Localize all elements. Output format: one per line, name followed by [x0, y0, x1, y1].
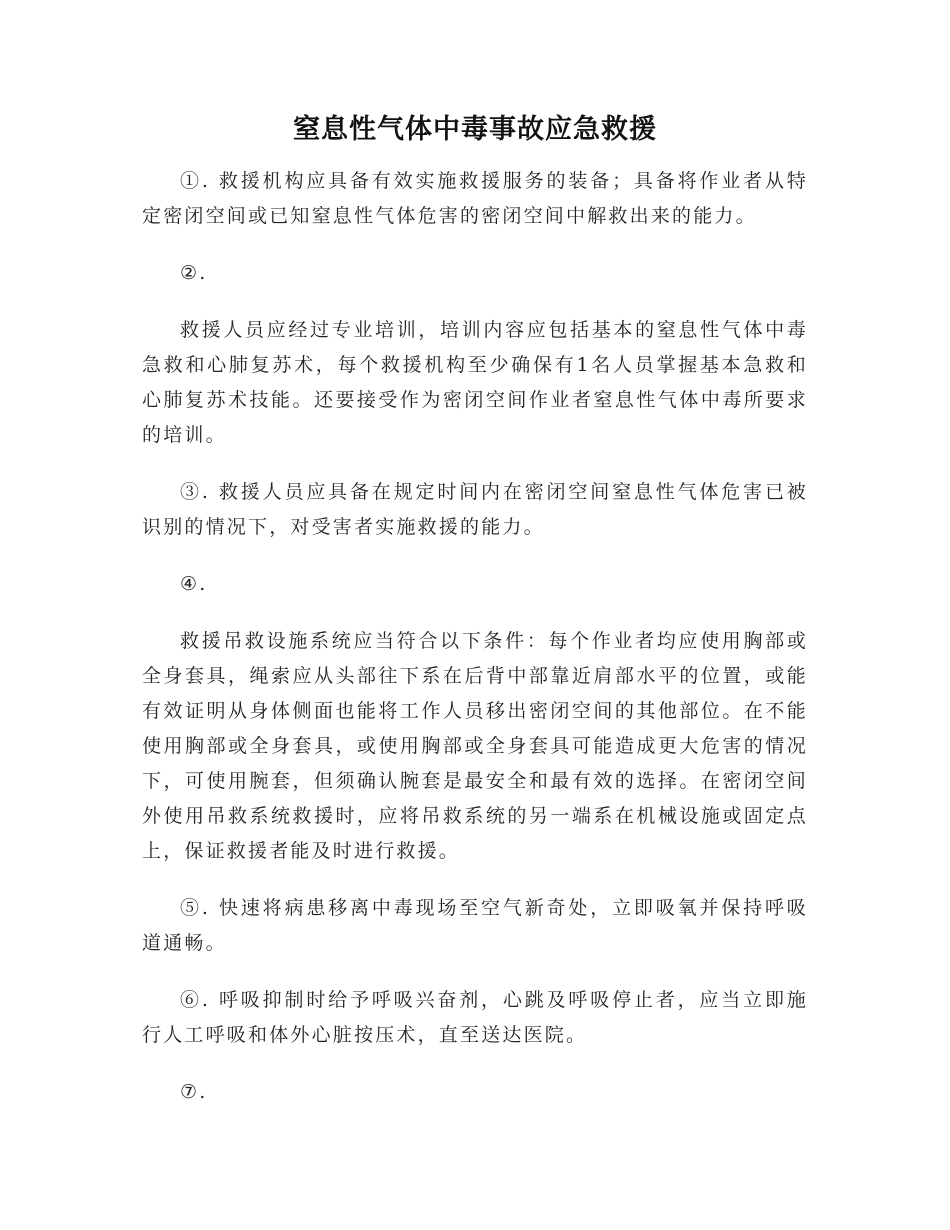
paragraph-6: ⑥. 呼吸抑制时给予呼吸兴奋剂，心跳及呼吸停止者，应当立即施行人工呼吸和体外心脏按压术，直至送达医院。	[142, 989, 808, 1046]
paragraph-4-marker: ④.	[180, 573, 208, 595]
paragraph-7-marker: ⑦.	[180, 1081, 208, 1103]
paragraph-2: 救援人员应经过专业培训，培训内容应包括基本的窒息性气体中毒急救和心肺复苏术，每个救援机构至少确保有1名人员掌握基本急救和心肺复苏术技能。还要接受作为密闭空间作业者窒息性气体中毒所要求的培训。	[142, 319, 808, 446]
page-title: 窒息性气体中毒事故应急救援	[293, 114, 657, 145]
paragraph-1: ①. 救援机构应具备有效实施救援服务的装备；具备将作业者从特定密闭空间或已知窒息性气体危害的密闭空间中解救出来的能力。	[142, 170, 808, 227]
paragraph-2-marker: ②.	[180, 262, 208, 284]
paragraph-3: ③. 救援人员应具备在规定时间内在密闭空间窒息性气体危害已被识别的情况下，对受害者实施救援的能力。	[142, 481, 808, 538]
paragraph-4: 救援吊救设施系统应当符合以下条件：每个作业者均应使用胸部或全身套具，绳索应从头部往下系在后背中部靠近肩部水平的位置，或能有效证明从身体侧面也能将工作人员移出密闭空间的其他部位。在不能使用胸部或全身套具，或使用胸部或全身套具可能造成更大危害的情况下，可使用腕套，但须确认腕套是最安全和最有效的选择。在密闭空间外使用吊救系统救援时，应将吊救系统的另一端系在机械设施或固定点上，保证救援者能及时进行救援。	[142, 630, 808, 862]
paragraph-5: ⑤. 快速将病患移离中毒现场至空气新奇处，立即吸氧并保持呼吸道通畅。	[142, 897, 808, 954]
